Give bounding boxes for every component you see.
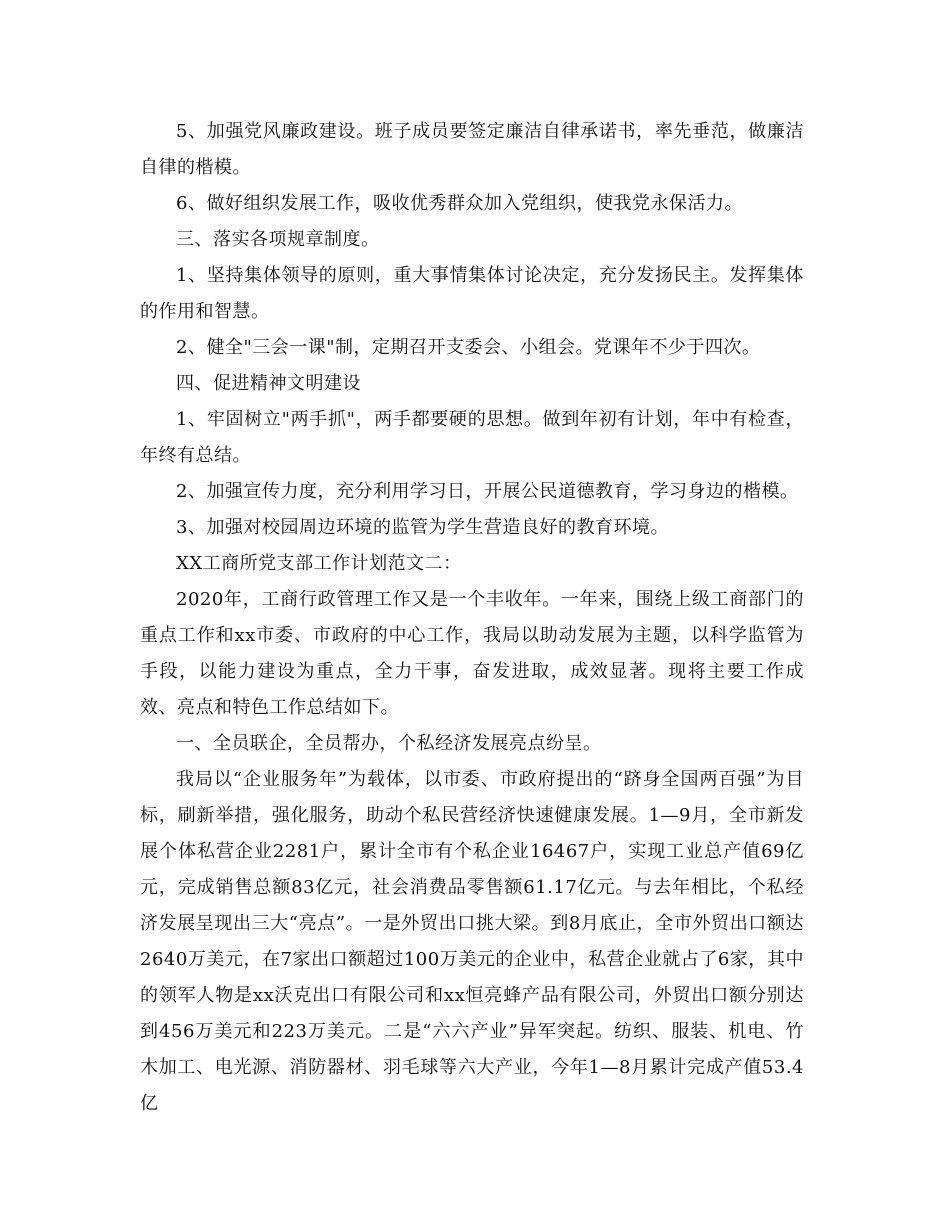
heading-implement-regulations: 三、落实各项规章制度。 [176,229,380,250]
paragraph-publicity: 2、加强宣传力度，充分利用学习日，开展公民道德教育，学习身边的楷模。 [176,481,799,502]
paragraph-three-meetings-one-lesson: 2、健全"三会一课"制，定期召开支委会、小组会。党课年不少于四次。 [176,337,761,358]
paragraph-party-conduct: 5、加强党风廉政建设。班子成员要签定廉洁自律承诺书，率先垂范，做廉洁自律的楷模。 [140,121,804,178]
document-body [140,114,804,1122]
paragraph-collective-leadership: 1、坚持集体领导的原则，重大事情集体讨论决定，充分发扬民主。发挥集体的作用和智慧。 [140,265,804,322]
heading-enterprise-support: 一、全员联企，全员帮办，个私经济发展亮点纷呈。 [176,733,602,754]
paragraph-private-economy: 我局以“企业服务年”为载体，以市委、市政府提出的“跻身全国两百强”为目标，刷新举措，强化服务，助动个私民营经济快速健康发展。1—9月，全市新发展个体私营企业2281户，累计全市有个私企业16467户，实现工业总产值69亿元，完成销售总额83亿元，社会消费品零售额61.17亿元。与去年相比，个私经济发展呈现出三大“亮点”。一是外贸出口挑大梁。到8月底止，全市外贸出口额达2640万美元，在7家出口额超过100万美元的企业中，私营企业就占了6家，其中的领军人物是xx沃克出口有限公司和xx恒亮蜂产品有限公司，外贸出口额分别达到456万美元和223万美元。二是“六六产业”异军突起。纺织、服装、机电、竹木加工、电光源、消防器材、羽毛球等六大产业，今年1—8月累计完成产值53.4亿 [140,769,804,1114]
paragraph-campus-environment: 3、加强对校园周边环境的监管为学生营造良好的教育环境。 [176,517,669,538]
paragraph-organization-development: 6、做好组织发展工作，吸收优秀群众加入党组织，使我党永保活力。 [176,193,743,214]
paragraph-annual-summary: 2020年，工商行政管理工作又是一个丰收年。一年来，围绕上级工商部门的重点工作和xx市委、市政府的中心工作，我局以助动发展为主题，以科学监管为手段，以能力建设为重点，全力干事，奋发进取，成效显著。现将主要工作成效、亮点和特色工作总结如下。 [140,589,804,718]
heading-sample-two: XX工商所党支部工作计划范文二： [176,553,462,574]
paragraph-two-hands: 1、牢固树立"两手抓"，两手都要硬的思想。做到年初有计划，年中有检查，年终有总结。 [140,409,804,466]
heading-spiritual-civilization: 四、促进精神文明建设 [176,373,361,394]
